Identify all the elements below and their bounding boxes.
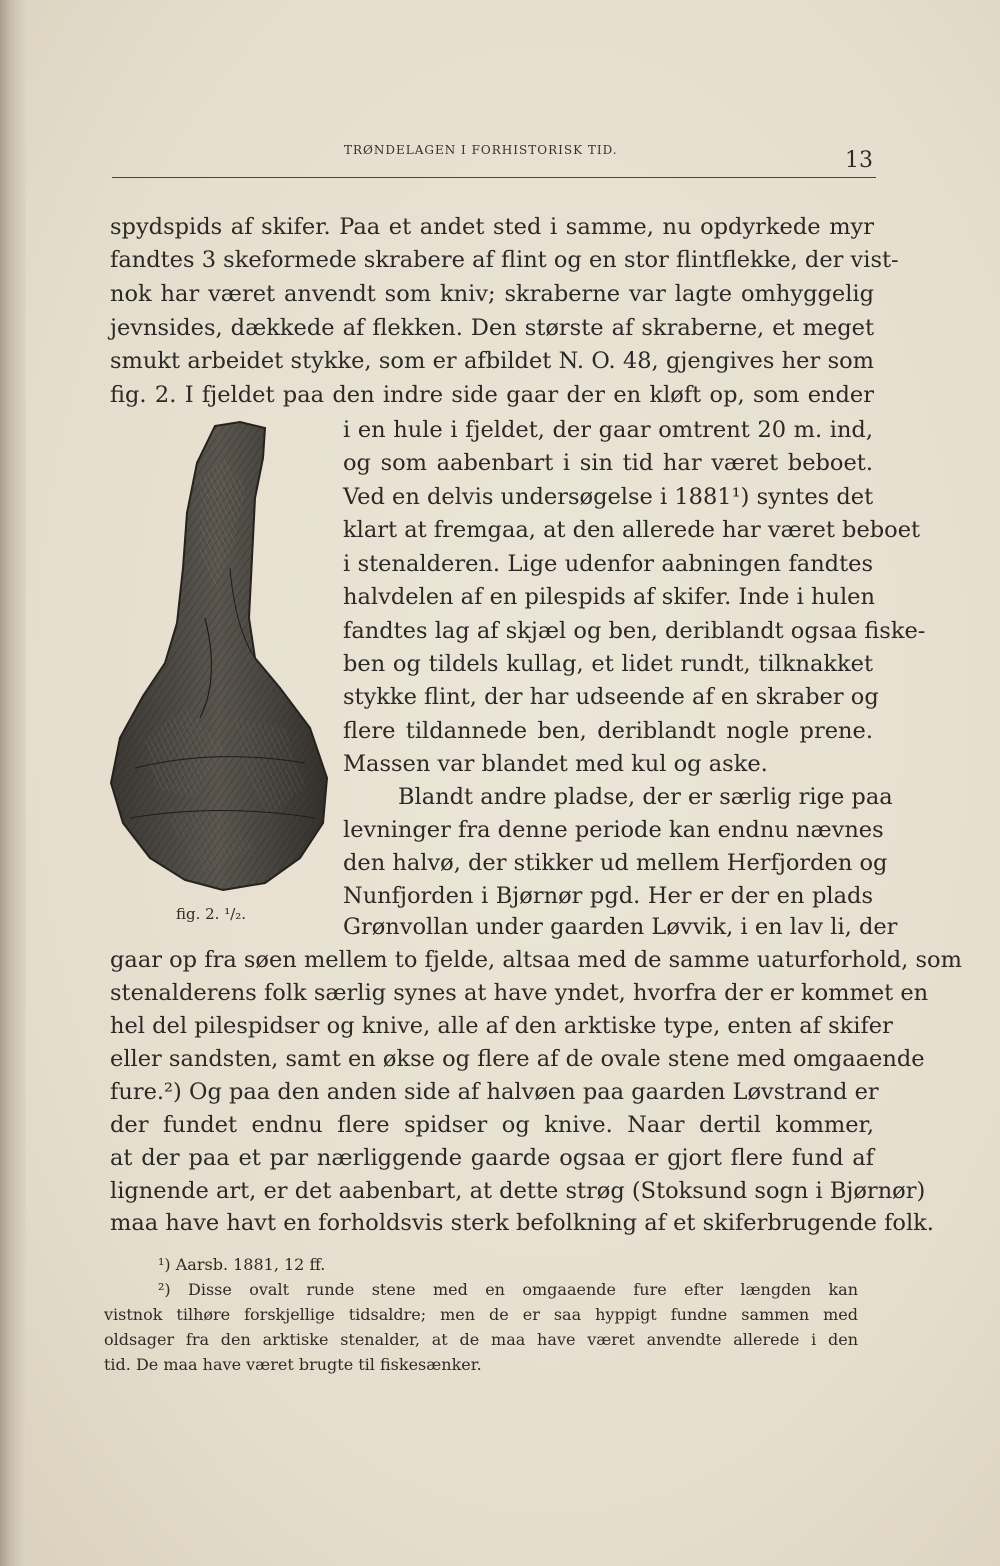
figure-caption: fig. 2. ¹/₂. <box>176 905 247 923</box>
page-binding-shadow <box>0 0 26 1566</box>
footnote-line: oldsager fra den arktiske stenalder, at de maa have været anvendte allerede i den <box>104 1330 858 1349</box>
body-line: at der paa et par nærliggende gaarde ogsaa er gjort flere fund af <box>110 1145 874 1171</box>
footnote-line: vistnok tilhøre forskjellige tidsaldre; men de er saa hyppigt fundne sammen med <box>104 1305 858 1324</box>
body-line: fandtes lag af skjæl og ben, deriblandt ogsaa fiske- <box>343 618 926 644</box>
footnote-2: ²) Disse ovalt runde stene med en omgaaende fure efter længden kan <box>158 1280 858 1299</box>
running-head: TRØNDELAGEN I FORHISTORISK TID. <box>344 143 618 157</box>
body-line: i stenalderen. Lige udenfor aabningen fandtes <box>343 551 873 577</box>
body-line: der fundet endnu flere spidser og knive. Naar dertil kommer, <box>110 1112 874 1138</box>
body-line: gaar op fra søen mellem to fjelde, altsaa med de samme uaturforhold, som <box>110 947 962 973</box>
body-line: fure.²) Og paa den anden side af halvøen paa gaarden Løvstrand er <box>110 1079 879 1105</box>
body-line: stenalderens folk særlig synes at have yndet, hvorfra der er kommet en <box>110 980 929 1006</box>
body-line: i en hule i fjeldet, der gaar omtrent 20 m. ind, <box>343 417 873 443</box>
body-line: og som aabenbart i sin tid har været beboet. <box>343 450 873 476</box>
header-rule <box>112 177 876 178</box>
body-line: hel del pilespidser og knive, alle af den arktiske type, enten af skifer <box>110 1013 893 1039</box>
body-line: den halvø, der stikker ud mellem Herfjorden og <box>343 850 888 876</box>
body-line: halvdelen af en pilespids af skifer. Inde i hulen <box>343 584 875 610</box>
body-line: nok har været anvendt som kniv; skraberne var lagte omhyggelig <box>110 281 874 307</box>
body-line: Massen var blandet med kul og aske. <box>343 751 768 777</box>
body-line: stykke flint, der har udseende af en skraber og <box>343 684 879 710</box>
body-line: flere tildannede ben, deriblandt nogle prene. <box>343 718 873 744</box>
footnote-line: tid. De maa have været brugte til fiskesænker. <box>104 1355 482 1374</box>
body-line: jevnsides, dækkede af flekken. Den største af skraberne, et meget <box>110 315 874 341</box>
body-line: klart at fremgaa, at den allerede har været beboet <box>343 517 921 543</box>
footnote-1: ¹) Aarsb. 1881, 12 ff. <box>158 1255 326 1274</box>
body-line: Ved en delvis undersøgelse i 1881¹) syntes det <box>343 484 874 510</box>
page-number: 13 <box>845 148 873 173</box>
body-line: Blandt andre pladse, der er særlig rige paa <box>398 784 893 810</box>
body-line: spydspids af skifer. Paa et andet sted i samme, nu opdyrkede myr <box>110 214 874 240</box>
body-line: Nunfjorden i Bjørnør pgd. Her er der en plads <box>343 883 873 909</box>
flint-scraper-illustration <box>105 418 335 896</box>
body-line: smukt arbeidet stykke, som er afbildet N. O. 48, gjengives her som <box>110 348 874 374</box>
body-line: Grønvollan under gaarden Løvvik, i en lav li, der <box>343 914 898 940</box>
body-line: fig. 2. I fjeldet paa den indre side gaar der en kløft op, som ender <box>110 382 874 408</box>
body-line: fandtes 3 skeformede skrabere af flint og en stor flintflekke, der vist- <box>110 247 899 273</box>
body-line: levninger fra denne periode kan endnu nævnes <box>343 817 884 843</box>
body-line: ben og tildels kullag, et lidet rundt, tilknakket <box>343 651 873 677</box>
body-line: eller sandsten, samt en økse og flere af de ovale stene med omgaaende <box>110 1046 925 1072</box>
body-line: lignende art, er det aabenbart, at dette strøg (Stoksund sogn i Bjørnør) <box>110 1178 926 1204</box>
body-line: maa have havt en forholdsvis sterk befolkning af et skiferbrugende folk. <box>110 1210 934 1236</box>
